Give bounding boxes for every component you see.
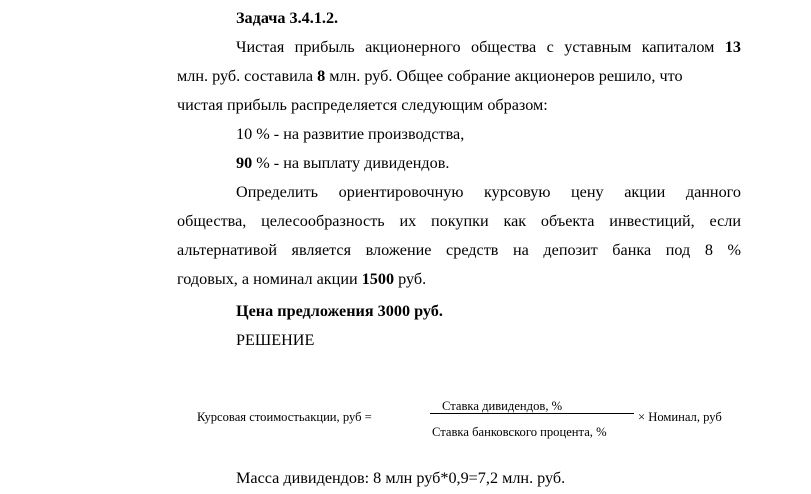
capital-value: 13 — [724, 38, 741, 56]
fraction-bar — [430, 413, 634, 414]
formula-lhs: Курсовая стоимостьакции, руб = — [197, 410, 372, 424]
paragraph-2-line-4: годовых, а номинал акции 1500 руб. — [177, 270, 427, 288]
offer-price: Цена предложения 3000 руб. — [236, 302, 443, 320]
paragraph-2-line-1: Определить ориентировочную курсовую цену акции данного — [236, 183, 741, 201]
price-formula — [197, 393, 741, 443]
nominal-value: 1500 — [361, 270, 395, 288]
paragraph-1-line-2: млн. руб. составила 8 млн. руб. Общее собрание акционеров решило, что — [177, 67, 683, 85]
profit-value: 8 — [317, 67, 326, 85]
task-title: Задача 3.4.1.2. — [236, 9, 339, 27]
solution-heading: РЕШЕНИЕ — [236, 331, 315, 349]
paragraph-2-line-3: альтернативой является вложение средств на депозит банка под 8 % — [177, 241, 741, 259]
formula-rhs: × Номинал, руб — [638, 410, 722, 424]
document-page — [177, 0, 741, 494]
distribution-item-development: 10 % - на развитие производства, — [236, 125, 465, 143]
paragraph-2-line-2: общества, целесообразность их покупки как объекта инвестиций, если — [177, 212, 741, 230]
formula-numerator: Ставка дивидендов, % — [442, 399, 563, 413]
paragraph-1-line-3: чистая прибыль распределяется следующим образом: — [177, 96, 548, 114]
distribution-item-dividends: 90 % - на выплату дивидендов. — [236, 154, 450, 172]
dividends-mass: Масса дивидендов: 8 млн руб*0,9=7,2 млн. руб. — [236, 469, 566, 487]
formula-denominator: Ставка банковского процента, % — [432, 425, 607, 439]
paragraph-1-line-1: Чистая прибыль акционерного общества с уставным капиталом 13 — [236, 38, 741, 56]
